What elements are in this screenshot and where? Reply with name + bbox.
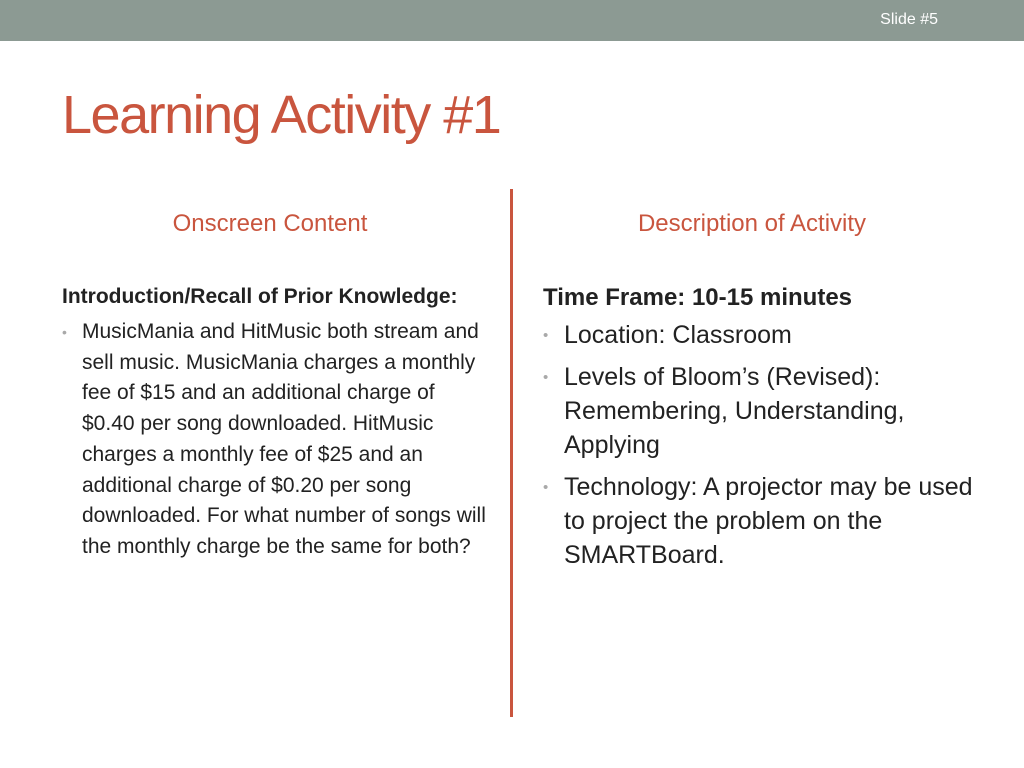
left-column-heading: Onscreen Content bbox=[172, 210, 368, 237]
list-item bbox=[543, 360, 983, 462]
slide-number: Slide #5 bbox=[880, 11, 938, 28]
right-bullet-list bbox=[543, 318, 983, 572]
slide-title: Learning Activity #1 bbox=[62, 85, 501, 145]
left-column-body bbox=[62, 281, 487, 563]
right-column-body bbox=[543, 281, 983, 580]
top-bar bbox=[0, 0, 1024, 41]
list-item bbox=[543, 318, 983, 352]
left-bullet-list bbox=[62, 317, 487, 563]
list-item bbox=[543, 470, 983, 572]
list-item bbox=[62, 317, 487, 563]
bullet-text: Location: Classroom bbox=[564, 321, 792, 349]
bullet-text: MusicMania and HitMusic both stream and sell music. MusicMania charges a monthly fee of $15 and an additional charge of $0.40 per song downloaded. HitMusic charges a monthly fee of $25 and an additional charge of $0.20 per song downloaded. For what number of songs will the monthly charge be the same for both? bbox=[82, 320, 486, 558]
bullet-icon: • bbox=[62, 324, 67, 340]
left-column-subhead: Introduction/Recall of Prior Knowledge: bbox=[62, 285, 458, 308]
bullet-icon: • bbox=[543, 369, 549, 386]
column-divider bbox=[510, 189, 513, 717]
bullet-text: Levels of Bloom’s (Revised): Remembering, Understanding, Applying bbox=[564, 363, 905, 459]
right-column-heading: Description of Activity bbox=[637, 210, 867, 237]
bullet-icon: • bbox=[543, 479, 549, 496]
bullet-icon: • bbox=[543, 327, 549, 344]
right-column-subhead: Time Frame: 10-15 minutes bbox=[543, 284, 853, 311]
bullet-text: Technology: A projector may be used to project the problem on the SMARTBoard. bbox=[564, 473, 973, 569]
